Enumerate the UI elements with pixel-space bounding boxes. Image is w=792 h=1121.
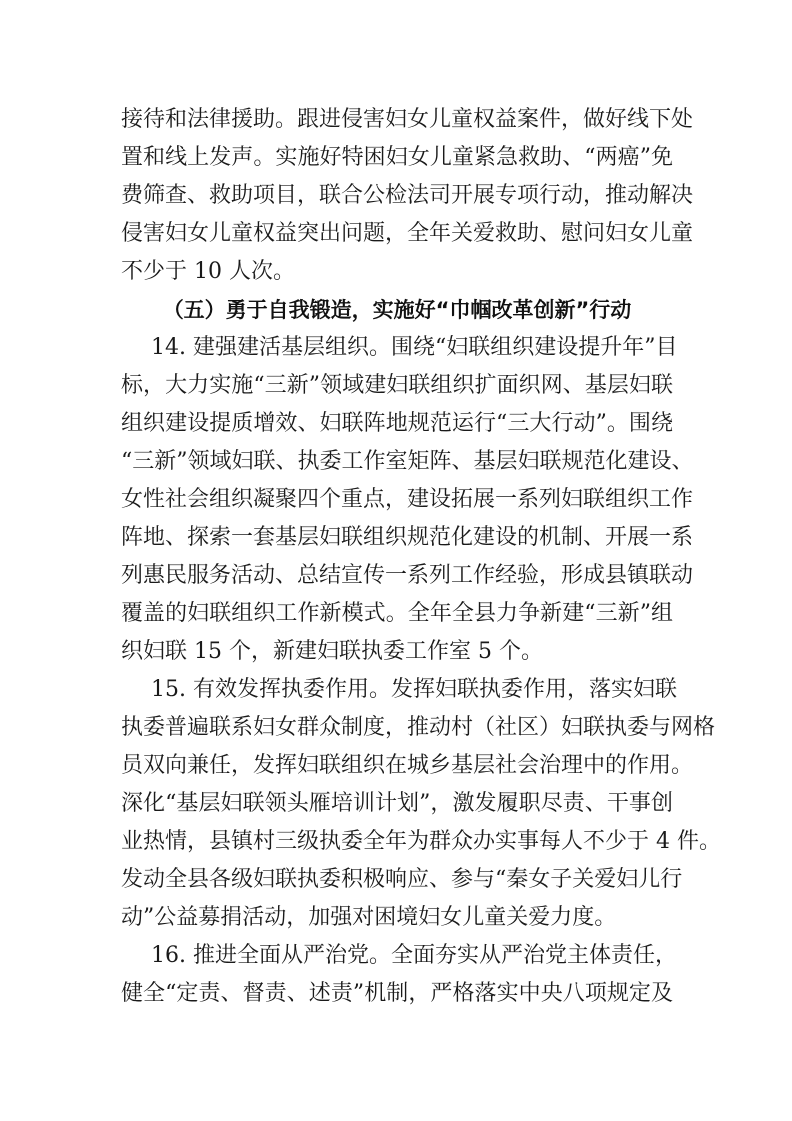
text-line: 覆盖的妇联组织工作新模式。全年全县力争新建“三新”组 <box>121 601 673 626</box>
text-line: 标，大力实施“三新”领域建妇联组织扩面织网、基层妇联 <box>121 373 673 398</box>
section-heading: （五）勇于自我锻造，实施好“巾帼改革创新”行动 <box>162 298 632 322</box>
text-line: 动”公益募捐活动，加强对困境妇女儿童关爱力度。 <box>121 905 617 930</box>
text-line: 置和线上发声。实施好特困妇女儿童紧急救助、“两癌”免 <box>121 145 673 170</box>
text-line: 业热情，县镇村三级执委全年为群众办实事每人不少于 4 件。 <box>121 829 721 854</box>
text-line: 组织建设提质增效、妇联阵地规范运行“三大行动”。围绕 <box>121 411 673 436</box>
text-line: 不少于 10 人次。 <box>121 259 295 284</box>
text-line: 执委普遍联系妇女群众制度，推动村（社区）妇联执委与网格 <box>121 715 716 740</box>
text-line: 14. 建强建活基层组织。围绕“妇联组织建设提升年”目 <box>151 335 678 360</box>
text-line: “三新”领域妇联、执委工作室矩阵、基层妇联规范化建设、 <box>121 449 694 474</box>
text-line: 侵害妇女儿童权益突出问题，全年关爱救助、慰问妇女儿童 <box>121 221 694 246</box>
text-line: 阵地、探索一套基层妇联组织规范化建设的机制、开展一系 <box>121 525 694 550</box>
text-line: 女性社会组织凝聚四个重点，建设拓展一系列妇联组织工作 <box>121 487 694 512</box>
text-line: 费筛查、救助项目，联合公检法司开展专项行动，推动解决 <box>121 183 694 208</box>
text-line: 健全“定责、督责、述责”机制，严格落实中央八项规定及 <box>121 981 673 1006</box>
text-line: 列惠民服务活动、总结宣传一系列工作经验，形成县镇联动 <box>121 563 694 588</box>
text-line: 发动全县各级妇联执委积极响应、参与“秦女子关爱妇儿行 <box>121 867 683 892</box>
text-line: 员双向兼任，发挥妇联组织在城乡基层社会治理中的作用。 <box>121 753 694 778</box>
text-line: 接待和法律援助。跟进侵害妇女儿童权益案件，做好线下处 <box>121 107 694 132</box>
text-line: 15. 有效发挥执委作用。发挥妇联执委作用，落实妇联 <box>151 677 677 702</box>
text-line: 织妇联 15 个，新建妇联执委工作室 5 个。 <box>121 639 543 664</box>
text-line: 16. 推进全面从严治党。全面夯实从严治党主体责任， <box>151 943 677 968</box>
text-line: 深化“基层妇联领头雁培训计划”，激发履职尽责、干事创 <box>121 791 673 816</box>
